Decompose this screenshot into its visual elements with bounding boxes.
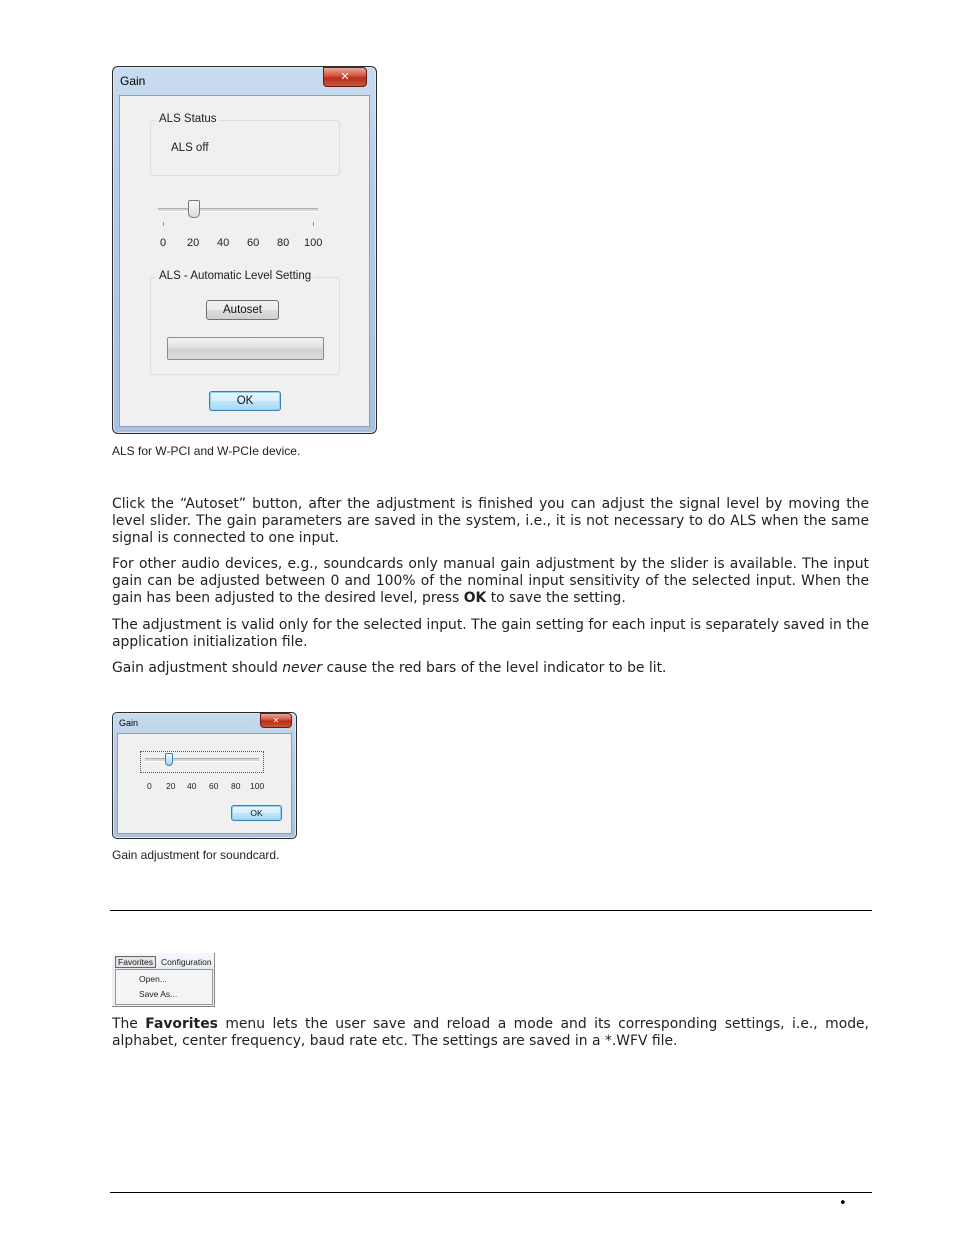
scale-label: 20 (166, 781, 176, 791)
slider-scale (150, 237, 340, 251)
close-icon: ✕ (272, 716, 280, 725)
menu-bar (112, 953, 214, 969)
scale-label: 0 (160, 237, 167, 249)
footer-rule (110, 1192, 872, 1193)
als-progress-bar (167, 337, 324, 360)
favorites-emphasis: Favorites (145, 1016, 218, 1032)
scale-label: 0 (147, 781, 152, 791)
slider-scale (143, 781, 273, 793)
menu-screenshot (112, 953, 215, 1007)
als-group-label: ALS - Automatic Level Setting (156, 270, 314, 282)
scale-label: 40 (217, 237, 230, 249)
dialog-client (119, 95, 370, 427)
autoset-button[interactable]: Autoset (206, 300, 279, 320)
close-button[interactable] (260, 713, 292, 728)
slider-track (145, 758, 259, 762)
als-status-value: ALS off (171, 142, 209, 154)
favorites-dropdown (115, 969, 213, 1005)
scale-label: 100 (304, 237, 323, 249)
scale-label: 40 (187, 781, 197, 791)
scale-label: 20 (187, 237, 200, 249)
scale-label: 80 (277, 237, 290, 249)
scale-label: 80 (231, 781, 241, 791)
footer-bullet: • (839, 1196, 847, 1211)
figure-caption: Gain adjustment for soundcard. (112, 848, 280, 862)
slider-tick (163, 222, 164, 226)
gain-dialog-soundcard (112, 712, 297, 839)
close-button[interactable] (323, 67, 367, 87)
paragraph-text: For other audio devices, e.g., soundcards only manual gain adjustment by the slider is available. The input gain can be adjusted between 0 and 100% of the nominal input sensitivity of the selected input. When the gain has been adjusted to the desired level, press (112, 556, 869, 606)
als-group (150, 277, 340, 375)
gain-dialog-als (112, 66, 377, 434)
menu-item-save-as[interactable]: Save As... (139, 989, 178, 999)
scale-label: 60 (209, 781, 219, 791)
paragraph-text: menu lets the user save and reload a mode and its corresponding settings, i.e., mode, alphabet, center frequency, baud rate etc. The settings are saved in a *.WFV file. (112, 1016, 869, 1049)
menu-item-open[interactable]: Open... (139, 974, 167, 984)
paragraph: The adjustment is valid only for the selected input. The gain setting for each input is separately saved in the application initialization file. (112, 617, 869, 650)
ok-button[interactable]: OK (231, 805, 282, 821)
menu-favorites[interactable]: Favorites (115, 956, 156, 968)
paragraph-text: to save the setting. (486, 590, 626, 606)
gain-slider[interactable] (158, 200, 320, 230)
figure-caption: ALS for W-PCI and W-PCIe device. (112, 444, 301, 458)
paragraph-text: The (112, 1016, 146, 1032)
paragraph (112, 1016, 869, 1050)
paragraph (112, 660, 869, 677)
ok-button[interactable]: OK (209, 391, 281, 411)
slider-thumb[interactable] (165, 753, 173, 766)
slider-track (158, 208, 318, 212)
scale-label: 60 (247, 237, 260, 249)
slider-tick (313, 222, 314, 226)
ok-emphasis: OK (463, 590, 487, 606)
paragraph: Click the “Autoset” button, after the adjustment is finished you can adjust the signal level by moving the level slider. The gain parameters are saved in the system, i.e., it is not necessary to do ALS when the same signal is connected to one input. (112, 496, 869, 546)
scale-label: 100 (250, 781, 265, 791)
dialog-client (117, 733, 292, 834)
paragraph-text: cause the red bars of the level indicator to be lit. (322, 660, 667, 676)
paragraph (112, 556, 869, 607)
paragraph-text: Gain adjustment should (112, 660, 283, 676)
close-icon: ✕ (340, 70, 350, 83)
section-divider (110, 910, 872, 911)
slider-thumb[interactable] (188, 200, 200, 218)
dialog-title: Gain (119, 718, 139, 728)
never-emphasis: never (282, 660, 323, 676)
dialog-title: Gain (120, 74, 146, 88)
als-status-label: ALS Status (156, 113, 220, 125)
gain-slider[interactable] (140, 751, 264, 773)
menu-configuration[interactable]: Configuration (161, 957, 212, 967)
